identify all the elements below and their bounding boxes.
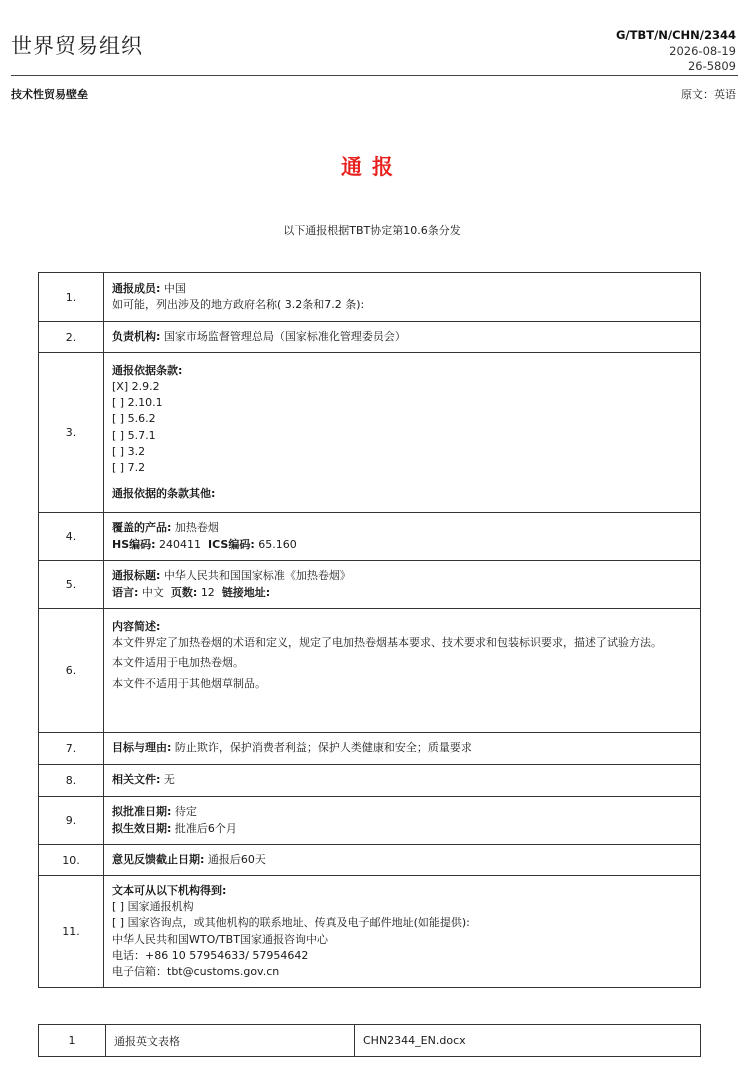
row-number: 6. xyxy=(39,609,104,733)
field-label: 文本可从以下机构得到: xyxy=(112,883,227,897)
row-number: 2. xyxy=(39,322,104,353)
field-value: 通报后60天 xyxy=(207,852,266,866)
field-value: 240411 xyxy=(159,537,202,551)
field-label: 相关文件: xyxy=(112,773,161,787)
option-item: [ ] 2.10.1 xyxy=(112,396,163,410)
row-number: 9. xyxy=(39,797,104,845)
row-number: 8. xyxy=(39,765,104,797)
attachment-number: 1 xyxy=(39,1025,106,1057)
field-label: 覆盖的产品: xyxy=(112,521,172,535)
field-label: 链接地址: xyxy=(221,585,271,599)
field-label: 语言: xyxy=(112,585,139,599)
table-row xyxy=(39,322,701,353)
table-row xyxy=(39,353,701,513)
field-value: 中华人民共和国国家标准《加热卷烟》 xyxy=(163,569,351,583)
row-content xyxy=(104,845,701,876)
contact-email: 电子信箱：tbt@customs.gov.cn xyxy=(112,964,280,978)
field-value: 12 xyxy=(200,585,215,599)
table-row xyxy=(39,561,701,609)
row-content xyxy=(104,322,701,353)
row-number: 5. xyxy=(39,561,104,609)
table-row xyxy=(39,273,701,322)
field-label: 拟批准日期: xyxy=(112,805,172,819)
field-label: 页数: xyxy=(170,585,198,599)
document-symbol: G/TBT/N/CHN/2344 xyxy=(615,28,736,42)
row-content xyxy=(104,876,701,988)
field-label: 内容简述: xyxy=(112,620,161,633)
attachment-row xyxy=(39,1025,701,1057)
option-item: [ ] 国家咨询点，或其他机构的联系地址、传真及电子邮件地址(如能提供): xyxy=(112,916,470,930)
option-item: [ ] 5.6.2 xyxy=(112,412,156,426)
description-paragraph: 本文件界定了加热卷烟的术语和定义，规定了电加热卷烟基本要求、技术要求和包装标识要求，描述了试验方法。 xyxy=(112,636,662,650)
intro-text: 以下通报根据TBT协定第10.6条分发 xyxy=(283,224,461,237)
row-number: 3. xyxy=(39,353,104,513)
option-item: [ ] 7.2 xyxy=(112,460,146,474)
field-label: 通报成员: xyxy=(112,281,161,295)
table-row xyxy=(39,765,701,797)
field-value: 国家市场监督管理总局（国家标准化管理委员会） xyxy=(163,329,406,343)
document-ref-number: 26-5809 xyxy=(687,59,736,73)
field-label: 负责机构: xyxy=(112,329,161,343)
field-label: 拟生效日期: xyxy=(112,821,172,835)
row-content xyxy=(104,765,701,797)
row-number: 7. xyxy=(39,733,104,765)
field-label: 通报依据条款: xyxy=(112,363,183,377)
row-content xyxy=(104,733,701,765)
option-item: [ ] 5.7.1 xyxy=(112,428,156,442)
row-content xyxy=(104,513,701,561)
option-item: [ ] 国家通报机构 xyxy=(112,900,194,914)
option-item: [ ] 3.2 xyxy=(112,444,146,458)
document-date: 2026-08-19 xyxy=(669,43,736,58)
contact-phone: 电话：+86 10 57954633/ 57954642 xyxy=(112,948,309,962)
row-number: 10. xyxy=(39,845,104,876)
field-value: 无 xyxy=(163,773,175,787)
field-value: 中国 xyxy=(163,281,186,295)
row-content xyxy=(104,273,701,322)
original-language: 原文：英语 xyxy=(681,88,736,101)
field-value: 中文 xyxy=(141,585,164,599)
organization-name: 世界贸易组织 xyxy=(11,34,143,58)
field-label: 目标与理由: xyxy=(112,741,172,755)
notification-table xyxy=(38,272,701,988)
table-row xyxy=(39,513,701,561)
field-label: 意见反馈截止日期: xyxy=(112,852,205,866)
row-number: 1. xyxy=(39,273,104,322)
row-content xyxy=(104,561,701,609)
field-note: 如可能，列出涉及的地方政府名称( 3.2条和7.2 条): xyxy=(112,298,365,311)
header-divider xyxy=(11,75,738,76)
option-item: [X] 2.9.2 xyxy=(112,379,160,393)
row-content xyxy=(104,353,701,513)
attachment-description: 通报英文表格 xyxy=(106,1025,355,1057)
row-number: 11. xyxy=(39,876,104,988)
field-label: ICS编码: xyxy=(208,537,255,551)
row-content xyxy=(104,797,701,845)
contact-organization: 中华人民共和国WTO/TBT国家通报咨询中心 xyxy=(112,932,328,946)
field-value: 65.160 xyxy=(258,537,297,551)
row-number: 4. xyxy=(39,513,104,561)
field-label: 通报依据的条款其他: xyxy=(112,487,216,501)
field-label: 通报标题: xyxy=(112,569,161,583)
table-row xyxy=(39,609,701,733)
attachment-table xyxy=(38,1024,701,1057)
field-value: 批准后6个月 xyxy=(174,821,237,835)
table-row xyxy=(39,733,701,765)
table-row xyxy=(39,876,701,988)
description-paragraph: 本文件适用于电加热卷烟。 xyxy=(112,656,244,670)
table-row xyxy=(39,845,701,876)
committee-name: 技术性贸易壁垒 xyxy=(11,88,88,101)
attachment-file-link[interactable]: CHN2344_EN.docx xyxy=(355,1025,701,1057)
row-content xyxy=(104,609,701,733)
field-label: HS编码: xyxy=(112,537,156,551)
description-paragraph: 本文件不适用于其他烟草制品。 xyxy=(112,676,266,690)
page-title: 通报 xyxy=(341,155,403,179)
field-value: 加热卷烟 xyxy=(174,521,219,535)
field-value: 防止欺诈，保护消费者利益；保护人类健康和安全；质量要求 xyxy=(174,741,472,755)
document-meta xyxy=(616,28,736,75)
field-value: 待定 xyxy=(174,805,197,819)
table-row xyxy=(39,797,701,845)
